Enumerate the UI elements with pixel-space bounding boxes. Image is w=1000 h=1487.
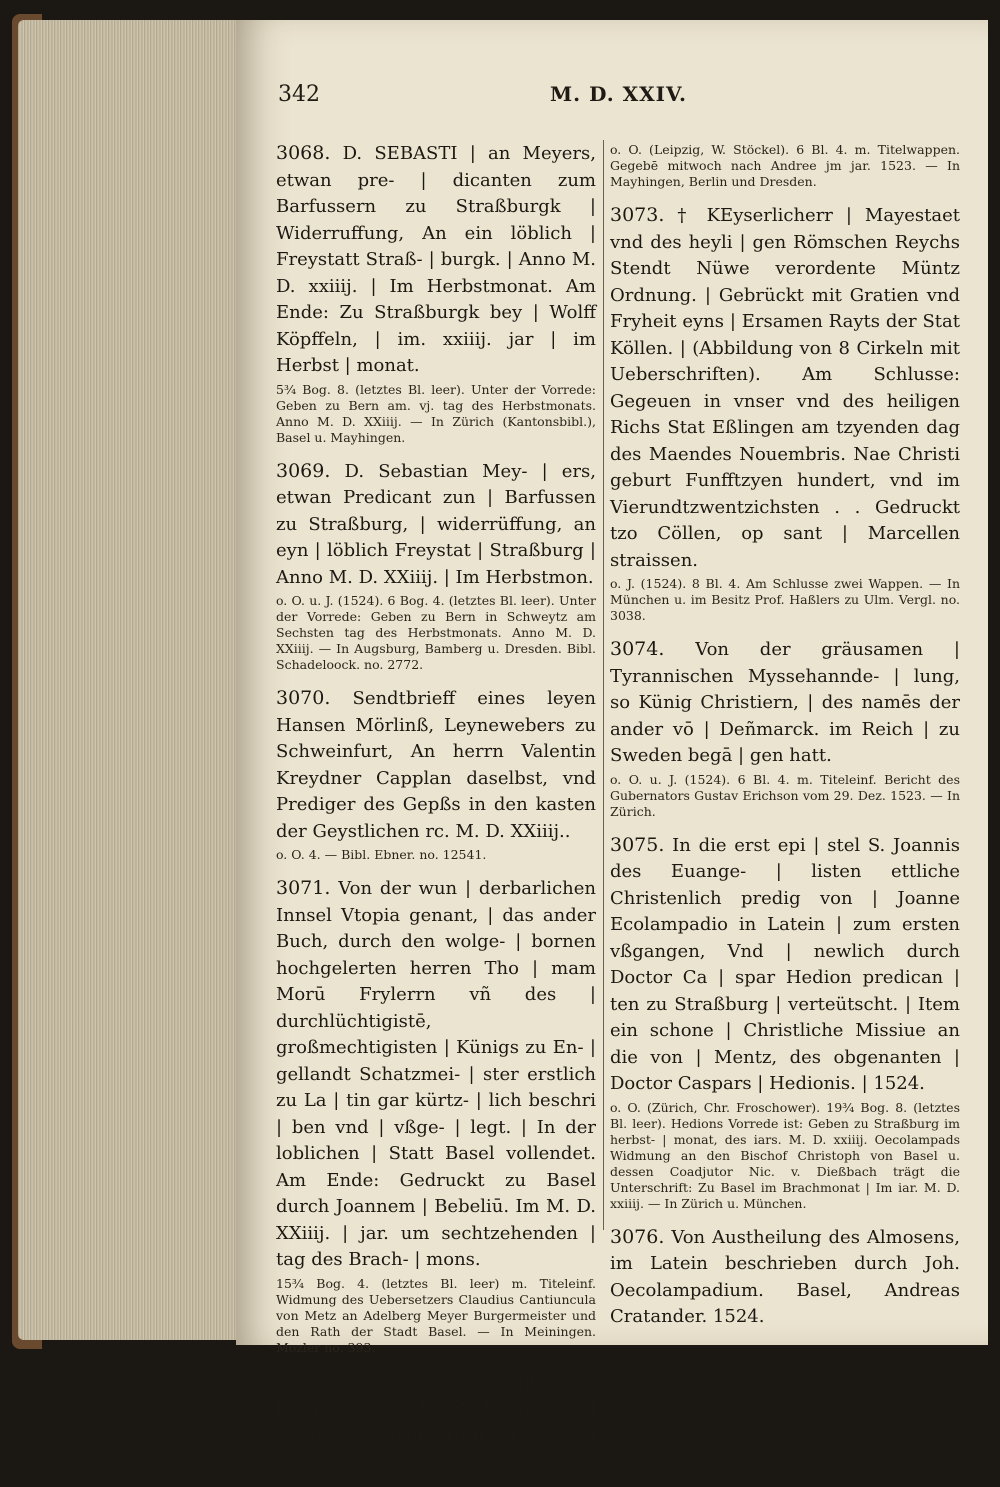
entry-title: In die erst epi | stel S. Joannis des Euange- | listen ettliche Christenlich predig von | Joanne Ecolampadio in Latein | zum ersten vßgangen, Vnd | newlich durch Doctor Ca | spar Hedion predican | ten zu Straßburg | verteütscht. | Item ein schone | Christliche Missiue an die von | Mentz, des obgenanten | Doctor Caspars | Hedionis. | 1524.: [610, 834, 960, 1094]
entry-3070: [276, 685, 596, 863]
entry-note: o. O. u. J. (1524). 6 Bl. 4. m. Titeleinf. Bericht des Gubernators Gustav Erichson vom 29. Dez. 1523. — In Zürich.: [610, 771, 960, 819]
entry-number: 3074.: [610, 638, 665, 660]
entry-3073: [610, 202, 960, 624]
entry-title: D. SEBASTI | an Meyers, etwan pre- | dicanten zum Barfussern zu Straßburgk | Widerruffung, An ein löblich | Freystatt Straß- | burgk. | Anno M. D. xxiiij. | Im Herbstmonat. Am Ende: Zu Straßburgk bey | Wolff Köpffeln, | im. xxiiij. jar | im Herbst | monat.: [276, 143, 596, 376]
entry-title: Sendtbrieff eines leyen Hansen Mörlinß, Leynewebers zu Schweinfurt, An herrn Valentin Kreydner Capplan daselbst, vnd Prediger des Gepßs in den kasten der Geystlichen rc. M. D. XXiiij..: [276, 688, 596, 842]
entry-number: 3072.: [276, 1369, 331, 1392]
entry-3076: [610, 1224, 960, 1331]
entry-number: 3069.: [276, 459, 331, 482]
entry-title: Von Austheilung des Almosens, im Latein beschrieben durch Joh. Oecolampadium. Basel, Andreas Cratander. 1524.: [610, 1226, 960, 1327]
entry-number: 3068.: [276, 142, 331, 164]
entry-note: o. O. (Zürich, Chr. Froschower). 19¾ Bog. 8. (letztes Bl. leer). Hedions Vorrede ist: Geben zu Straßburg im herbst- | monat, des iars. M. D. xxiiij. Oecolampads Widmung an den Bischof Christoph von Basel u. dessen Coadjutor Nic. v. Dießbach trägt die Unterschrift: Zu Basel im Brachmonat | Im iar. M. D. xxiiij. — In Zürich u. München.: [610, 1099, 960, 1211]
page-header: [278, 82, 968, 122]
entry-note: o. O. 4. — Bibl. Ebner. no. 12541.: [276, 847, 487, 862]
entry-note: o. O. (Leipzig, W. Stöckel). 6 Bl. 4. m. Titelwappen. Gegebē mitwoch nach Andree jm jar. 1523. — In Mayhingen, Berlin und Dresden.: [610, 142, 960, 189]
entry-number: 3073.: [610, 204, 665, 226]
entry-title: D. Sebastian Mey- | ers, etwan Predicant zun | Barfussen zu Straßburg, | widerrüffung, an eyn | löblich Freystat | Straßburg | Anno M. D. XXiiij. | Im Herbstmon.: [276, 460, 596, 588]
entry-3072-continued: [610, 142, 960, 190]
entry-note: 15¾ Bog. 4. (letztes Bl. leer) m. Titeleinf. Widmung des Uebersetzers Claudius Cantiuncula von Metz an Adelberg Meyer Burgermeister und den Rath der Stadt Basel. — In Meiningen. Mozler no. 393.: [276, 1275, 596, 1355]
entry-3074: [610, 636, 960, 820]
entry-3068: [276, 140, 596, 446]
entry-number: 3076.: [610, 1225, 665, 1248]
entry-title: † KEyserlicherr | Mayestaet vnd des heyli | gen Römschen Reychs Stendt Nüwe verordente Müntz Ordnung. | Gebrückt mit Gratien vnd Fryheit eyns | Ersamen Rayts der Stat Köllen. | (Abbildung von 8 Cirkeln mit Ueberschriften). Am Schlusse: Gegeuen in vnser vnd des heiligen Richs Stat Eßlingen am tzyenden dag des Maendes Nouembris. Nae Christi geburt Funfftzyen hundert, vnd im Vierundtzwentzichsten . . Gedruckt tzo Cöllen, op sant | Marcellen straissen.: [610, 205, 960, 571]
entry-number: 3071.: [276, 877, 331, 899]
entry-title: Von der gräusamen | Tyrannischen Myssehannde- | lung, so Künig Christiern, | des namēs der ander vō | Deñmarck. im Reich | zu Sweden begā | gen hatt.: [610, 639, 960, 766]
entry-note: o. J. (1524). 8 Bl. 4. Am Schlusse zwei Wappen. — In München u. im Besitz Prof. Haßlers zu Ulm. Vergl. no. 3038.: [610, 576, 960, 623]
entry-note: o. O. u. J. (1524). 6 Bog. 4. (letztes Bl. leer). Unter der Vorrede: Geben zu Bern in Schweytz am Sechsten tag des Herbstmonats. Anno M. D. XXiiij. — In Augsburg, Bamberg u. Dresden. Bibl. Schadeloock. no. 2772.: [276, 593, 596, 672]
running-title: M. D. XXIV.: [550, 82, 687, 106]
entry-3075: [610, 832, 960, 1212]
entry-3071: [276, 875, 596, 1356]
entry-title: Von der wun | derbarlichen Innsel Vtopia genant, | das ander Buch, durch den wolge- | bornen hochgelerten herren Tho | mam Morū Frylerrn vñ des | durchlüchtigistē, großmechtigisten | Künigs zu En- | gellandt Schatzmei- | ster erstlich zu La | tin gar kürtz- | lich beschri | ben vnd | vßge- | legt. | In der loblichen | Statt Basel vollendet. Am Ende: Gedruckt zu Basel durch Joannem | Bebeliū. Im M. D. XXiiij. | jar. um sechtzehenden | tag des Brach- | mons.: [276, 878, 596, 1270]
page-number: 342: [278, 82, 320, 107]
entry-title: Von dem getichten glawben | auff nechst Protestation | außgangē Tome Müntzers Sel- | werters zu Alstet. 1524.: [276, 1370, 596, 1471]
entry-number: 3075.: [610, 833, 665, 856]
entry-note: 5¾ Bog. 8. (letztes Bl. leer). Unter der Vorrede: Geben zu Bern am. vj. tag des Herbstmonats. Anno M. D. XXiiij. — In Zürich (Kantonsbibl.), Basel u. Mayhingen.: [276, 381, 596, 445]
entry-3069: [276, 458, 596, 674]
right-column: [610, 140, 960, 1343]
column-rule: [603, 140, 604, 1230]
entry-number: 3070.: [276, 687, 331, 709]
left-column: [276, 140, 596, 1487]
entry-3072: [276, 1368, 596, 1475]
page-edges: [18, 20, 268, 1340]
